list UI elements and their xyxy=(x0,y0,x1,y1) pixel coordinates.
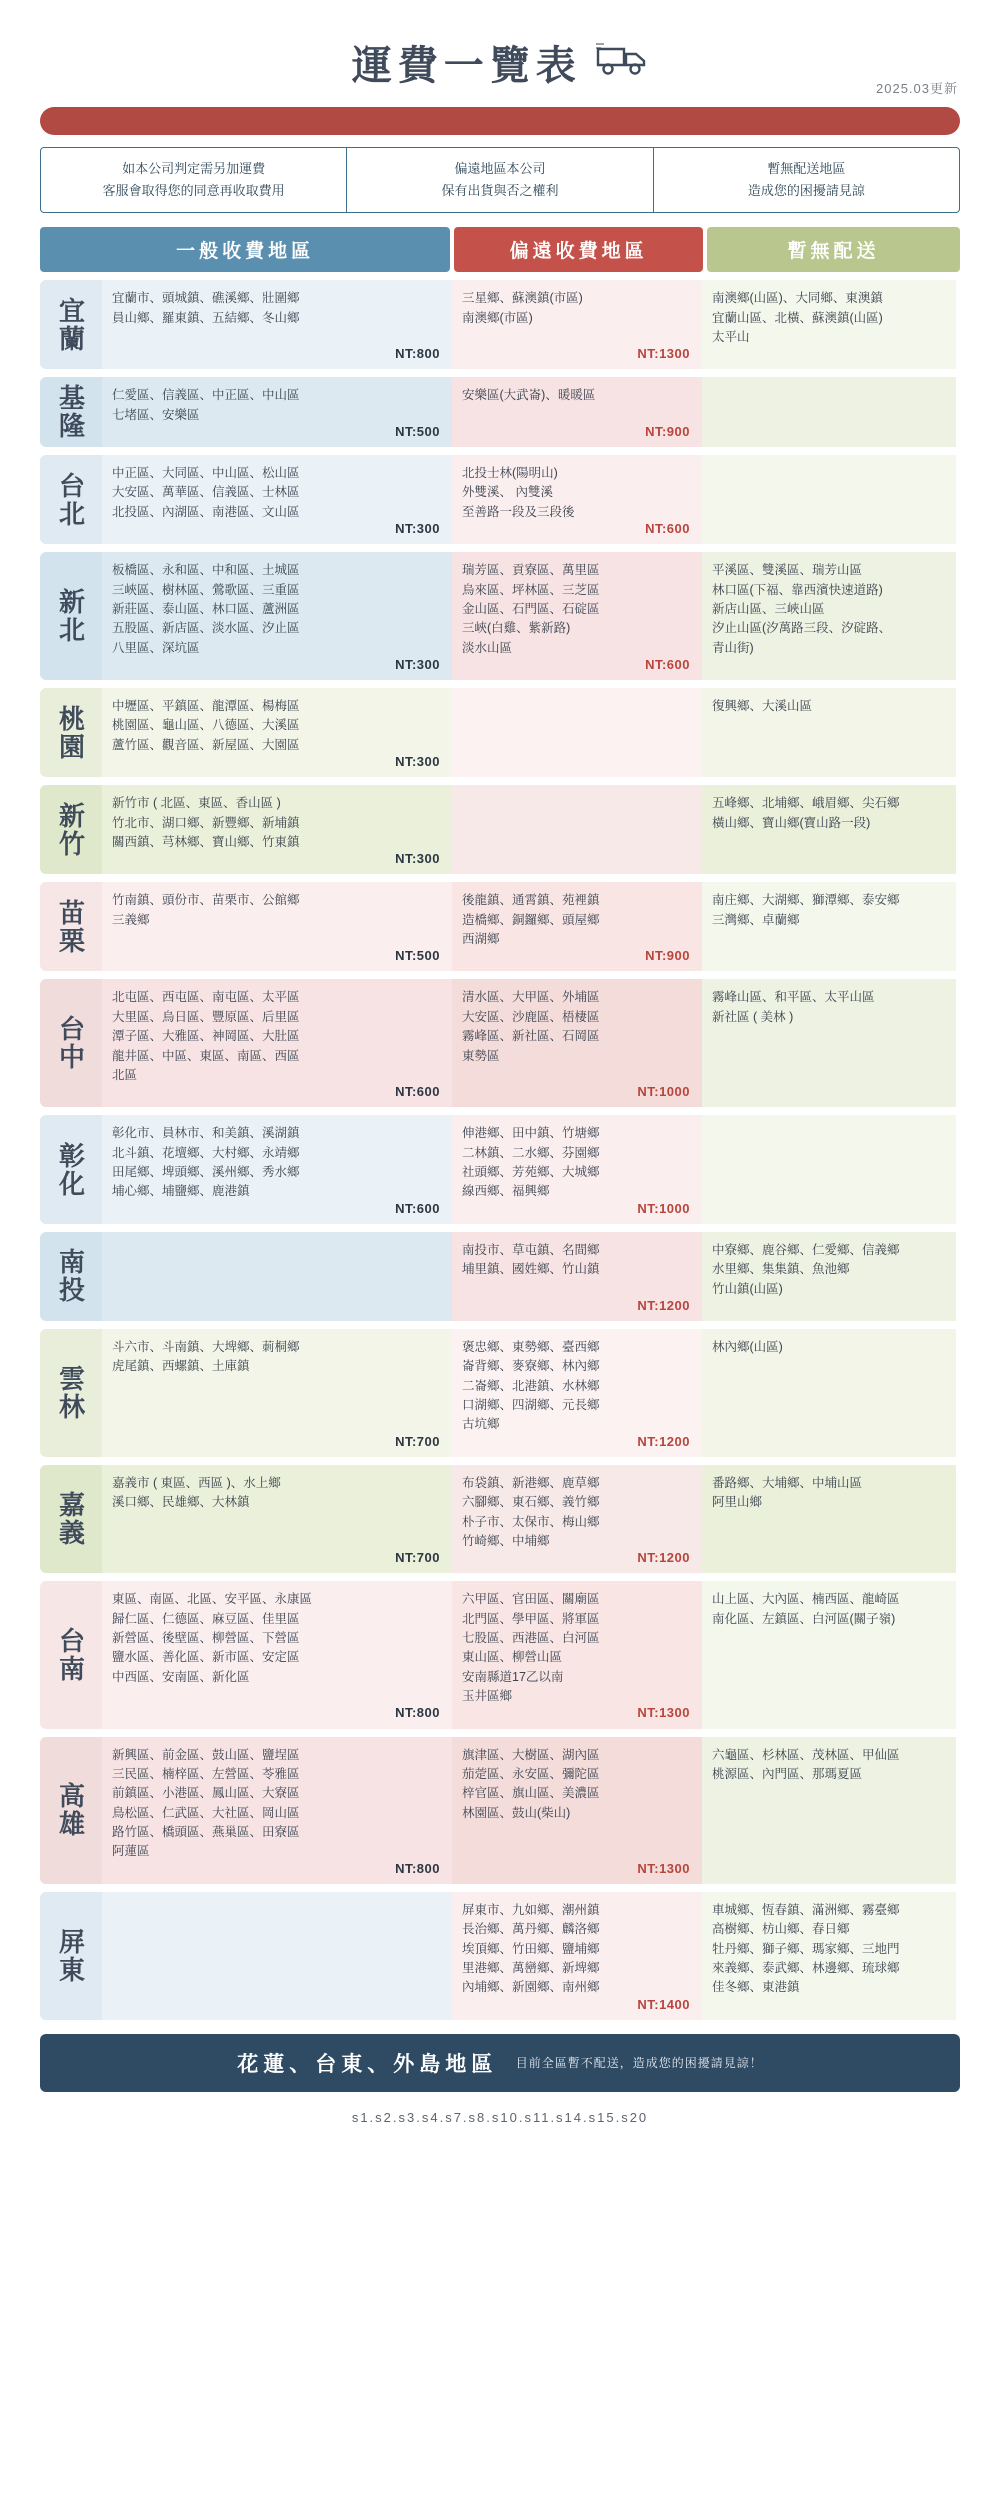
price-label: NT:1400 xyxy=(637,1996,690,2012)
region-name: 嘉義 xyxy=(40,1465,102,1574)
area-line: 番路鄉、大埔鄉、中埔山區 xyxy=(712,1475,863,1490)
area-line: 褒忠鄉、東勢鄉、臺西鄉 xyxy=(462,1339,600,1354)
area-line: 歸仁區、仁德區、麻豆區、佳里區 xyxy=(112,1611,300,1626)
remote-fee-cell xyxy=(452,280,702,369)
area-line: 大里區、烏日區、豐原區、后里區 xyxy=(112,1009,300,1024)
remote-fee-cell xyxy=(452,785,702,874)
area-line: 五股區、新店區、淡水區、汐止區 xyxy=(112,621,300,636)
no-delivery-cell xyxy=(702,785,956,874)
area-line: 南庄鄉、大湖鄉、獅潭鄉、泰安鄉 xyxy=(712,893,900,908)
table-row xyxy=(40,1892,960,2020)
area-line: 板橋區、永和區、中和區、土城區 xyxy=(112,563,300,578)
area-line: 鳥松區、仁武區、大社區、岡山區 xyxy=(112,1805,300,1820)
area-line: 汐止山區(汐萬路三段、汐碇路、 xyxy=(712,621,892,636)
area-line: 來義鄉、泰武鄉、林邊鄉、琉球鄉 xyxy=(712,1960,900,1975)
no-delivery-cell xyxy=(702,688,956,777)
area-line: 二林鎮、二水鄉、芬園鄉 xyxy=(462,1145,600,1160)
table-row xyxy=(40,882,960,971)
area-line: 二崙鄉、北港鎮、水林鄉 xyxy=(462,1378,600,1393)
price-label: NT:600 xyxy=(645,521,690,537)
area-line: 伸港鄉、田中鎮、竹塘鄉 xyxy=(462,1126,600,1141)
area-line: 復興鄉、大溪山區 xyxy=(712,699,813,714)
area-line: 三灣鄉、卓蘭鄉 xyxy=(712,912,800,927)
area-line: 朴子市、太保市、梅山鄉 xyxy=(462,1514,600,1529)
area-line: 路竹區、橋頭區、燕巢區、田寮區 xyxy=(112,1825,300,1840)
region-row xyxy=(40,1892,960,2020)
notes-row xyxy=(40,147,960,213)
no-delivery-cell xyxy=(702,280,956,369)
price-label: NT:300 xyxy=(395,521,440,537)
price-label: NT:700 xyxy=(395,1550,440,1566)
area-line: 霧峰區、新社區、石岡區 xyxy=(462,1029,600,1044)
region-row xyxy=(40,1465,960,1574)
normal-fee-cell xyxy=(102,552,452,680)
area-line: 後龍鎮、通霄鎮、苑裡鎮 xyxy=(462,893,600,908)
area-line: 大安區、萬華區、信義區、士林區 xyxy=(112,485,300,500)
normal-fee-cell xyxy=(102,377,452,447)
area-line: 東勢區 xyxy=(462,1048,500,1063)
area-line: 六腳鄉、東石鄉、義竹鄉 xyxy=(462,1495,600,1510)
area-line: 屏東市、九如鄉、潮州鎮 xyxy=(462,1902,600,1917)
price-label: NT:800 xyxy=(395,1705,440,1721)
area-line: 嘉義市 ( 東區、西區 )、水上鄉 xyxy=(112,1475,281,1490)
remote-fee-cell xyxy=(452,979,702,1107)
area-line: 阿里山鄉 xyxy=(712,1495,763,1510)
area-line: 安南縣道17乙以南 xyxy=(462,1669,564,1684)
area-line: 彰化市、員林市、和美鎮、溪湖鎮 xyxy=(112,1126,300,1141)
table-row xyxy=(40,1581,960,1728)
area-line: 瑞芳區、貢寮區、萬里區 xyxy=(462,563,600,578)
area-line: 口湖鄉、四湖鄉、元長鄉 xyxy=(462,1398,600,1413)
price-label: NT:1000 xyxy=(637,1084,690,1100)
area-line: 長治鄉、萬丹鄉、麟洛鄉 xyxy=(462,1922,600,1937)
note-line: 如本公司判定需另加運費 xyxy=(122,161,266,176)
area-line: 南投市、草屯鎮、名間鄉 xyxy=(462,1242,600,1257)
area-line: 大安區、沙鹿區、梧棲區 xyxy=(462,1009,600,1024)
area-line: 竹山鎮(山區) xyxy=(712,1281,783,1296)
price-label: NT:900 xyxy=(645,423,690,439)
no-delivery-cell xyxy=(702,1581,956,1728)
remote-fee-cell xyxy=(452,688,702,777)
area-line: 南澳鄉(市區) xyxy=(462,310,533,325)
table-row xyxy=(40,455,960,544)
area-line: 六甲區、官田區、關廟區 xyxy=(462,1592,600,1607)
note-line: 造成您的困擾請見諒 xyxy=(747,183,865,199)
normal-fee-cell xyxy=(102,1737,452,1884)
update-date: 2025.03更新 xyxy=(876,81,958,96)
region-name: 高雄 xyxy=(40,1737,102,1884)
area-line: 鹽水區、善化區、新市區、安定區 xyxy=(112,1650,300,1665)
price-label: NT:1200 xyxy=(637,1433,690,1449)
remote-fee-cell xyxy=(452,1737,702,1884)
region-row xyxy=(40,688,960,777)
area-line: 社頭鄉、芳苑鄉、大城鄉 xyxy=(462,1165,600,1180)
area-line: 太平山 xyxy=(712,329,750,344)
area-line: 埔里鎮、國姓鄉、竹山鎮 xyxy=(462,1262,600,1277)
area-line: 旗津區、大樹區、湖內區 xyxy=(462,1747,600,1762)
price-label: NT:300 xyxy=(395,851,440,867)
region-name: 新北 xyxy=(40,552,102,680)
table-row xyxy=(40,785,960,874)
area-line: 七股區、西港區、白河區 xyxy=(462,1631,600,1646)
normal-fee-cell xyxy=(102,1232,452,1321)
remote-fee-cell xyxy=(452,1232,702,1321)
region-row xyxy=(40,377,960,447)
area-line: 桃園區、龜山區、八德區、大溪區 xyxy=(112,718,300,733)
area-line: 龍井區、中區、東區、南區、西區 xyxy=(112,1048,300,1063)
table-row xyxy=(40,979,960,1107)
region-row xyxy=(40,979,960,1107)
no-delivery-cell xyxy=(702,1465,956,1574)
area-line: 東山區、柳營山區 xyxy=(462,1650,563,1665)
remote-fee-cell xyxy=(452,377,702,447)
area-line: 埃頂鄉、竹田鄉、鹽埔鄉 xyxy=(462,1941,600,1956)
area-line: 林園區、鼓山(柴山) xyxy=(462,1805,571,1820)
column-header-normal: 一般收費地區 xyxy=(40,227,450,272)
area-line: 青山街) xyxy=(712,640,754,655)
area-line: 中正區、大同區、中山區、松山區 xyxy=(112,466,300,481)
price-label: NT:800 xyxy=(395,1860,440,1876)
area-line: 崙背鄉、麥寮鄉、林內鄉 xyxy=(462,1359,600,1374)
note-line: 客服會取得您的同意再收取費用 xyxy=(102,183,285,199)
no-delivery-cell xyxy=(702,1329,956,1457)
area-line: 新營區、後壁區、柳營區、下營區 xyxy=(112,1631,300,1646)
no-delivery-cell xyxy=(702,377,956,447)
area-line: 埔心鄉、埔鹽鄉、鹿港鎮 xyxy=(112,1184,250,1199)
price-label: NT:900 xyxy=(645,948,690,964)
area-line: 田尾鄉、埤頭鄉、溪州鄉、秀水鄉 xyxy=(112,1165,300,1180)
region-row xyxy=(40,1115,960,1224)
table-row xyxy=(40,688,960,777)
region-name: 台北 xyxy=(40,455,102,544)
region-name: 基隆 xyxy=(40,377,102,447)
region-row xyxy=(40,882,960,971)
area-line: 新店山區、三峽山區 xyxy=(712,601,825,616)
area-line: 林內鄉(山區) xyxy=(712,1339,783,1354)
no-delivery-cell xyxy=(702,1892,956,2020)
remote-fee-cell xyxy=(452,1115,702,1224)
region-row xyxy=(40,1232,960,1321)
note-extra-fee xyxy=(41,148,347,212)
area-line: 阿蓮區 xyxy=(112,1844,150,1859)
normal-fee-cell xyxy=(102,1581,452,1728)
area-line: 東區、南區、北區、安平區、永康區 xyxy=(112,1592,313,1607)
region-name: 宜蘭 xyxy=(40,280,102,369)
region-row xyxy=(40,455,960,544)
price-label: NT:300 xyxy=(395,754,440,770)
no-delivery-cell xyxy=(702,979,956,1107)
price-label: NT:1000 xyxy=(637,1200,690,1216)
column-header-remote: 偏遠收費地區 xyxy=(454,227,703,272)
area-line: 安樂區(大武崙)、暖暖區 xyxy=(462,388,596,403)
area-line: 佳冬鄉、東港鎮 xyxy=(712,1980,800,1995)
area-line: 潭子區、大雅區、神岡區、大肚區 xyxy=(112,1029,300,1044)
area-line: 三峽區、樹林區、鶯歌區、三重區 xyxy=(112,582,300,597)
normal-fee-cell xyxy=(102,785,452,874)
no-delivery-cell xyxy=(702,1115,956,1224)
price-label: NT:1300 xyxy=(637,346,690,362)
normal-fee-cell xyxy=(102,882,452,971)
normal-fee-cell xyxy=(102,979,452,1107)
table-row xyxy=(40,1115,960,1224)
normal-fee-cell xyxy=(102,280,452,369)
area-line: 中寮鄉、鹿谷鄉、仁愛鄉、信義鄉 xyxy=(712,1242,900,1257)
region-row xyxy=(40,280,960,369)
normal-fee-cell xyxy=(102,455,452,544)
no-delivery-cell xyxy=(702,1737,956,1884)
area-line: 金山區、石門區、石碇區 xyxy=(462,601,600,616)
area-line: 清水區、大甲區、外埔區 xyxy=(462,990,600,1005)
area-line: 淡水山區 xyxy=(462,640,513,655)
area-line: 造橋鄉、銅鑼鄉、頭屋鄉 xyxy=(462,912,600,927)
table-row xyxy=(40,280,960,369)
area-line: 宜蘭市、頭城鎮、礁溪鄉、壯圍鄉 xyxy=(112,291,300,306)
area-line: 新竹市 ( 北區、東區、香山區 ) xyxy=(112,796,281,811)
note-line: 保有出貨與否之權利 xyxy=(441,183,559,199)
normal-fee-cell xyxy=(102,1465,452,1574)
area-line: 牡丹鄉、獅子鄉、瑪家鄉、三地門 xyxy=(712,1941,900,1956)
area-line: 中西區、安南區、新化區 xyxy=(112,1669,250,1684)
note-remote-right xyxy=(347,148,653,212)
area-line: 宜蘭山區、北橫、蘇澳鎮(山區) xyxy=(712,310,883,325)
price-label: NT:800 xyxy=(395,346,440,362)
area-line: 竹南鎮、頭份市、苗栗市、公館鄉 xyxy=(112,893,300,908)
price-label: NT:1300 xyxy=(637,1705,690,1721)
price-label: NT:600 xyxy=(395,1084,440,1100)
area-line: 新莊區、泰山區、林口區、蘆洲區 xyxy=(112,601,300,616)
sku-list: s1.s2.s3.s4.s7.s8.s10.s11.s14.s15.s20 xyxy=(351,2109,649,2125)
area-line: 平溪區、雙溪區、瑞芳山區 xyxy=(712,563,863,578)
remote-fee-cell xyxy=(452,1465,702,1574)
table-row xyxy=(40,1329,960,1457)
area-line: 南化區、左鎮區、白河區(關子嶺) xyxy=(712,1611,896,1626)
table-row xyxy=(40,552,960,680)
page-header xyxy=(0,0,1000,101)
table-row xyxy=(40,1465,960,1574)
no-delivery-cell xyxy=(702,882,956,971)
area-line: 仁愛區、信義區、中正區、中山區 xyxy=(112,388,300,403)
table-row xyxy=(40,1737,960,1884)
area-line: 烏來區、坪林區、三芝區 xyxy=(462,582,600,597)
area-line: 新興區、前金區、鼓山區、鹽埕區 xyxy=(112,1747,300,1762)
price-label: NT:700 xyxy=(395,1433,440,1449)
area-line: 蘆竹區、觀音區、新屋區、大園區 xyxy=(112,737,300,752)
area-line: 溪口鄉、民雄鄉、大林鎮 xyxy=(112,1495,250,1510)
price-label: NT:500 xyxy=(395,423,440,439)
area-line: 布袋鎮、新港鄉、鹿草鄉 xyxy=(462,1475,600,1490)
area-line: 六龜區、杉林區、茂林區、甲仙區 xyxy=(712,1747,900,1762)
remote-fee-cell xyxy=(452,1581,702,1728)
area-line: 三義鄉 xyxy=(112,912,150,927)
area-line: 至善路一段及三段後 xyxy=(462,504,575,519)
no-delivery-cell xyxy=(702,552,956,680)
region-name: 屏東 xyxy=(40,1892,102,2020)
fee-table xyxy=(40,280,960,2020)
region-row xyxy=(40,1329,960,1457)
no-delivery-cell xyxy=(702,455,956,544)
column-headers xyxy=(40,227,960,272)
note-no-delivery xyxy=(654,148,959,212)
note-line: 暫無配送地區 xyxy=(767,161,846,176)
area-line: 中壢區、平鎮區、龍潭區、楊梅區 xyxy=(112,699,300,714)
area-line: 五峰鄉、北埔鄉、峨眉鄉、尖石鄉 xyxy=(712,796,900,811)
area-line: 前鎮區、小港區、鳳山區、大寮區 xyxy=(112,1786,300,1801)
area-line: 車城鄉、恆春鎮、滿洲鄉、霧臺鄉 xyxy=(712,1902,900,1917)
price-label: NT:1300 xyxy=(637,1860,690,1876)
table-row xyxy=(40,377,960,447)
area-line: 虎尾鎮、西螺鎮、土庫鎮 xyxy=(112,1359,250,1374)
area-line: 北斗鎮、花壇鄉、大村鄉、永靖鄉 xyxy=(112,1145,300,1160)
area-line: 高樹鄉、枋山鄉、春日鄉 xyxy=(712,1922,850,1937)
note-line: 偏遠地區本公司 xyxy=(454,161,546,176)
no-delivery-cell xyxy=(702,1232,956,1321)
region-name: 苗栗 xyxy=(40,882,102,971)
normal-fee-cell xyxy=(102,1329,452,1457)
region-row xyxy=(40,552,960,680)
price-label: NT:1200 xyxy=(637,1297,690,1313)
area-line: 八里區、深坑區 xyxy=(112,640,200,655)
region-name: 新竹 xyxy=(40,785,102,874)
area-line: 山上區、大內區、楠西區、龍崎區 xyxy=(712,1592,900,1607)
area-line: 北投士林(陽明山) xyxy=(462,466,558,481)
area-line: 北區 xyxy=(112,1067,138,1082)
area-line: 橫山鄉、寶山鄉(寶山路一段) xyxy=(712,815,871,830)
region-row xyxy=(40,785,960,874)
area-line: 南澳鄉(山區)、大同鄉、東澳鎮 xyxy=(712,291,883,306)
region-name: 彰化 xyxy=(40,1115,102,1224)
area-line: 三星鄉、蘇澳鎮(市區) xyxy=(462,291,583,306)
remote-fee-cell xyxy=(452,1892,702,2020)
price-label: NT:500 xyxy=(395,948,440,964)
area-line: 關西鎮、芎林鄉、寶山鄉、竹東鎮 xyxy=(112,834,300,849)
area-line: 新社區 ( 美林 ) xyxy=(712,1009,794,1024)
region-name: 南投 xyxy=(40,1232,102,1321)
region-row xyxy=(40,1581,960,1728)
region-name: 台中 xyxy=(40,979,102,1107)
area-line: 北門區、學甲區、將軍區 xyxy=(462,1611,600,1626)
remote-fee-cell xyxy=(452,882,702,971)
area-line: 員山鄉、羅東鎮、五結鄉、冬山鄉 xyxy=(112,310,300,325)
area-line: 竹北市、湖口鄉、新豐鄉、新埔鎮 xyxy=(112,815,300,830)
region-name: 台南 xyxy=(40,1581,102,1728)
area-line: 竹崎鄉、中埔鄉 xyxy=(462,1533,550,1548)
normal-fee-cell xyxy=(102,688,452,777)
footer-no-service-band xyxy=(40,2034,960,2092)
area-line: 霧峰山區、和平區、太平山區 xyxy=(712,990,875,1005)
price-label: NT:600 xyxy=(395,1200,440,1216)
area-line: 林口區(下福、靠西濱快速道路) xyxy=(712,582,883,597)
area-line: 斗六市、斗南鎮、大埤鄉、莿桐鄉 xyxy=(112,1339,300,1354)
table-row xyxy=(40,1232,960,1321)
area-line: 外雙溪、 內雙溪 xyxy=(462,485,553,500)
region-name: 桃園 xyxy=(40,688,102,777)
truck-icon xyxy=(596,43,648,82)
area-line: 內埔鄉、新園鄉、南州鄉 xyxy=(462,1980,600,1995)
area-line: 玉井區鄉 xyxy=(462,1689,513,1704)
area-line: 桃源區、內門區、那瑪夏區 xyxy=(712,1766,863,1781)
area-line: 梓官區、旗山區、美濃區 xyxy=(462,1786,600,1801)
price-label: NT:600 xyxy=(645,656,690,672)
remote-fee-cell xyxy=(452,1329,702,1457)
region-name: 雲林 xyxy=(40,1329,102,1457)
normal-fee-cell xyxy=(102,1115,452,1224)
area-line: 三民區、楠梓區、左營區、苓雅區 xyxy=(112,1766,300,1781)
decorative-red-bar xyxy=(40,107,960,135)
remote-fee-cell xyxy=(452,455,702,544)
area-line: 古坑鄉 xyxy=(462,1417,500,1432)
column-header-none: 暫無配送 xyxy=(707,227,960,272)
area-line: 水里鄉、集集鎮、魚池鄉 xyxy=(712,1262,850,1277)
remote-fee-cell xyxy=(452,552,702,680)
area-line: 線西鄉、福興鄉 xyxy=(462,1184,550,1199)
area-line: 七堵區、安樂區 xyxy=(112,407,200,422)
area-line: 里港鄉、萬巒鄉、新埤鄉 xyxy=(462,1960,600,1975)
price-label: NT:1200 xyxy=(637,1550,690,1566)
area-line: 北投區、內湖區、南港區、文山區 xyxy=(112,504,300,519)
area-line: 三峽(白雞、紫新路) xyxy=(462,621,571,636)
page-title: 運費一覽表 xyxy=(351,44,582,88)
footer-sub-text: 目前全區暫不配送，造成您的困擾請見諒！ xyxy=(515,2056,763,2071)
area-line: 北屯區、西屯區、南屯區、太平區 xyxy=(112,990,300,1005)
normal-fee-cell xyxy=(102,1892,452,2020)
region-row xyxy=(40,1737,960,1884)
area-line: 西湖鄉 xyxy=(462,932,500,947)
area-line: 茄萣區、永安區、彌陀區 xyxy=(462,1766,600,1781)
footer-main-text: 花蓮、台東、外島地區 xyxy=(237,2052,498,2076)
price-label: NT:300 xyxy=(395,656,440,672)
